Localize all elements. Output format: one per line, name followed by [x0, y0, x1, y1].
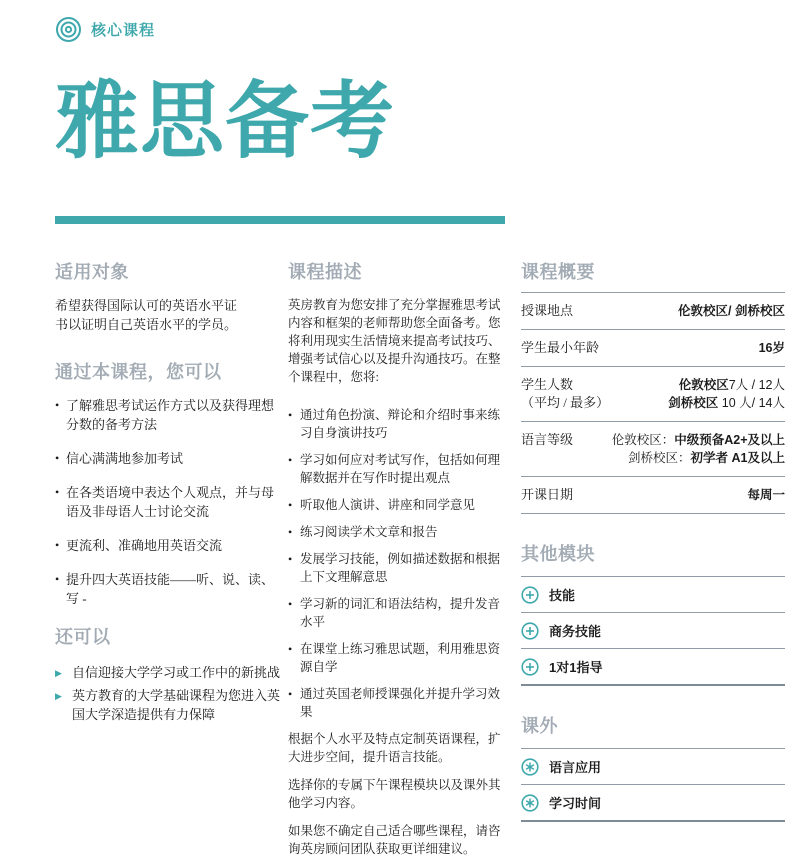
description-list [288, 406, 511, 721]
summary-label [521, 376, 609, 412]
plus-circle-icon [521, 658, 539, 676]
extracurricular-label: 语言应用 [549, 760, 602, 776]
module-row-skills[interactable] [521, 577, 785, 613]
column-description [288, 258, 513, 868]
description-item: • 通过角色扮演、辩论和介绍时事来练习自身演讲技巧 [288, 406, 511, 442]
description-paragraph: 如果您不确定自己适合哪些课程，请咨询英房顾问团队获取更详细建议。 [288, 824, 501, 857]
campus-size: 10 人/ 14人 [718, 396, 785, 411]
column-audience [55, 258, 280, 868]
summary-table [521, 292, 785, 514]
asterisk-circle-icon [521, 758, 539, 776]
summary-label: 学生最小年龄 [521, 340, 600, 356]
eyebrow-label: 核心课程 [91, 22, 156, 39]
summary-label: 授课地点 [521, 303, 574, 319]
audience-heading: 适用对象 [55, 262, 129, 283]
campus-prefix: 伦敦校区： [611, 433, 675, 448]
column-summary [521, 258, 785, 868]
outcome-item: • 在各类语境中表达个人观点，并与母语及非母语人士讨论交流 [55, 483, 280, 521]
campus-name: 剑桥校区 [668, 396, 719, 411]
summary-row-start-date [521, 477, 785, 514]
description-item: • 发展学习技能，例如描述数据和根据上下文理解意思 [288, 550, 511, 586]
modules-heading: 其他模块 [521, 544, 595, 565]
level-value: 中级预备A2+及以上 [674, 433, 785, 448]
summary-value: 16岁 [758, 341, 785, 356]
summary-label: 开课日期 [521, 487, 574, 503]
description-paragraph: 选择你的专属下午课程模块以及课外其他学习内容。 [288, 778, 501, 811]
summary-row-min-age [521, 330, 785, 367]
summary-row-class-size [521, 367, 785, 422]
description-intro: 英房教育为您安排了充分掌握雅思考试内容和框架的老师帮助您全面备考。您将利用现实生活情境来提高考试技巧、增强考试信心以及提升沟通技巧。在整个课程中，您将: [288, 298, 501, 385]
audience-text: 希望获得国际认可的英语水平证书以证明自己英语水平的学员。 [55, 298, 238, 333]
outcome-item: • 更流利、准确地用英语交流 [55, 536, 280, 555]
extracurricular-row-language-use[interactable] [521, 749, 785, 785]
module-row-one-to-one[interactable] [521, 649, 785, 686]
also-list [55, 663, 280, 724]
module-row-business-skills[interactable] [521, 613, 785, 649]
eyebrow [55, 16, 785, 43]
summary-row-language-level [521, 422, 785, 477]
extracurricular-label: 学习时间 [549, 796, 602, 812]
campus-prefix: 剑桥校区： [628, 451, 691, 466]
modules-list [521, 576, 785, 686]
also-item: ▶ 英方教育的大学基础课程为您进入英国大学深造提供有力保障 [55, 686, 280, 724]
summary-heading: 课程概要 [521, 262, 595, 283]
description-paragraph: 根据个人水平及特点定制英语课程，扩大进步空间，提升语言技能。 [288, 732, 501, 765]
target-icon [55, 16, 82, 43]
summary-value [612, 431, 785, 467]
module-label: 1对1指导 [549, 660, 603, 676]
summary-row-location [521, 293, 785, 330]
module-label: 商务技能 [549, 624, 602, 640]
description-item: • 在课堂上练习雅思试题，利用雅思资源自学 [288, 640, 511, 676]
content-columns [55, 258, 785, 868]
level-value: 初学者 A1及以上 [690, 451, 785, 466]
campus-name: 伦敦校区 [678, 378, 729, 393]
summary-value: 每周一 [747, 488, 785, 503]
plus-circle-icon [521, 586, 539, 604]
also-heading: 还可以 [55, 627, 111, 648]
plus-circle-icon [521, 622, 539, 640]
summary-label-line: （平均 / 最多） [521, 395, 610, 411]
outcomes-heading: 通过本课程，您可以 [55, 362, 222, 383]
extracurricular-row-study-time[interactable] [521, 785, 785, 822]
also-item: ▶ 自信迎接大学学习或工作中的新挑战 [55, 663, 280, 682]
description-item: • 练习阅读学术文章和报告 [288, 523, 511, 541]
outcome-item: • 信心满满地参加考试 [55, 449, 280, 468]
module-label: 技能 [549, 588, 576, 604]
summary-label-line: 学生人数 [521, 377, 574, 393]
summary-value [668, 376, 785, 412]
summary-value: 伦敦校区/ 剑桥校区 [678, 304, 785, 319]
description-heading: 课程描述 [288, 262, 362, 283]
page-title: 雅思备考 [55, 76, 396, 169]
summary-label: 语言等级 [521, 432, 574, 448]
outcome-item: • 了解雅思考试运作方式以及获得理想分数的备考方法 [55, 396, 280, 434]
description-item: • 学习如何应对考试写作，包括如何理解数据并在写作时提出观点 [288, 451, 511, 487]
description-item: • 通过英国老师授课强化并提升学习效果 [288, 685, 511, 721]
campus-size: 7人 / 12人 [728, 378, 785, 393]
outcome-item: • 提升四大英语技能——听、说、读、写 - [55, 570, 280, 608]
description-item: • 学习新的词汇和语法结构，提升发音水平 [288, 595, 511, 631]
asterisk-circle-icon [521, 794, 539, 812]
extracurricular-list [521, 748, 785, 822]
title-underline-bar [55, 216, 505, 224]
extracurricular-heading: 课外 [521, 716, 558, 737]
description-item: • 听取他人演讲、讲座和同学意见 [288, 496, 511, 514]
outcomes-list [55, 396, 280, 608]
